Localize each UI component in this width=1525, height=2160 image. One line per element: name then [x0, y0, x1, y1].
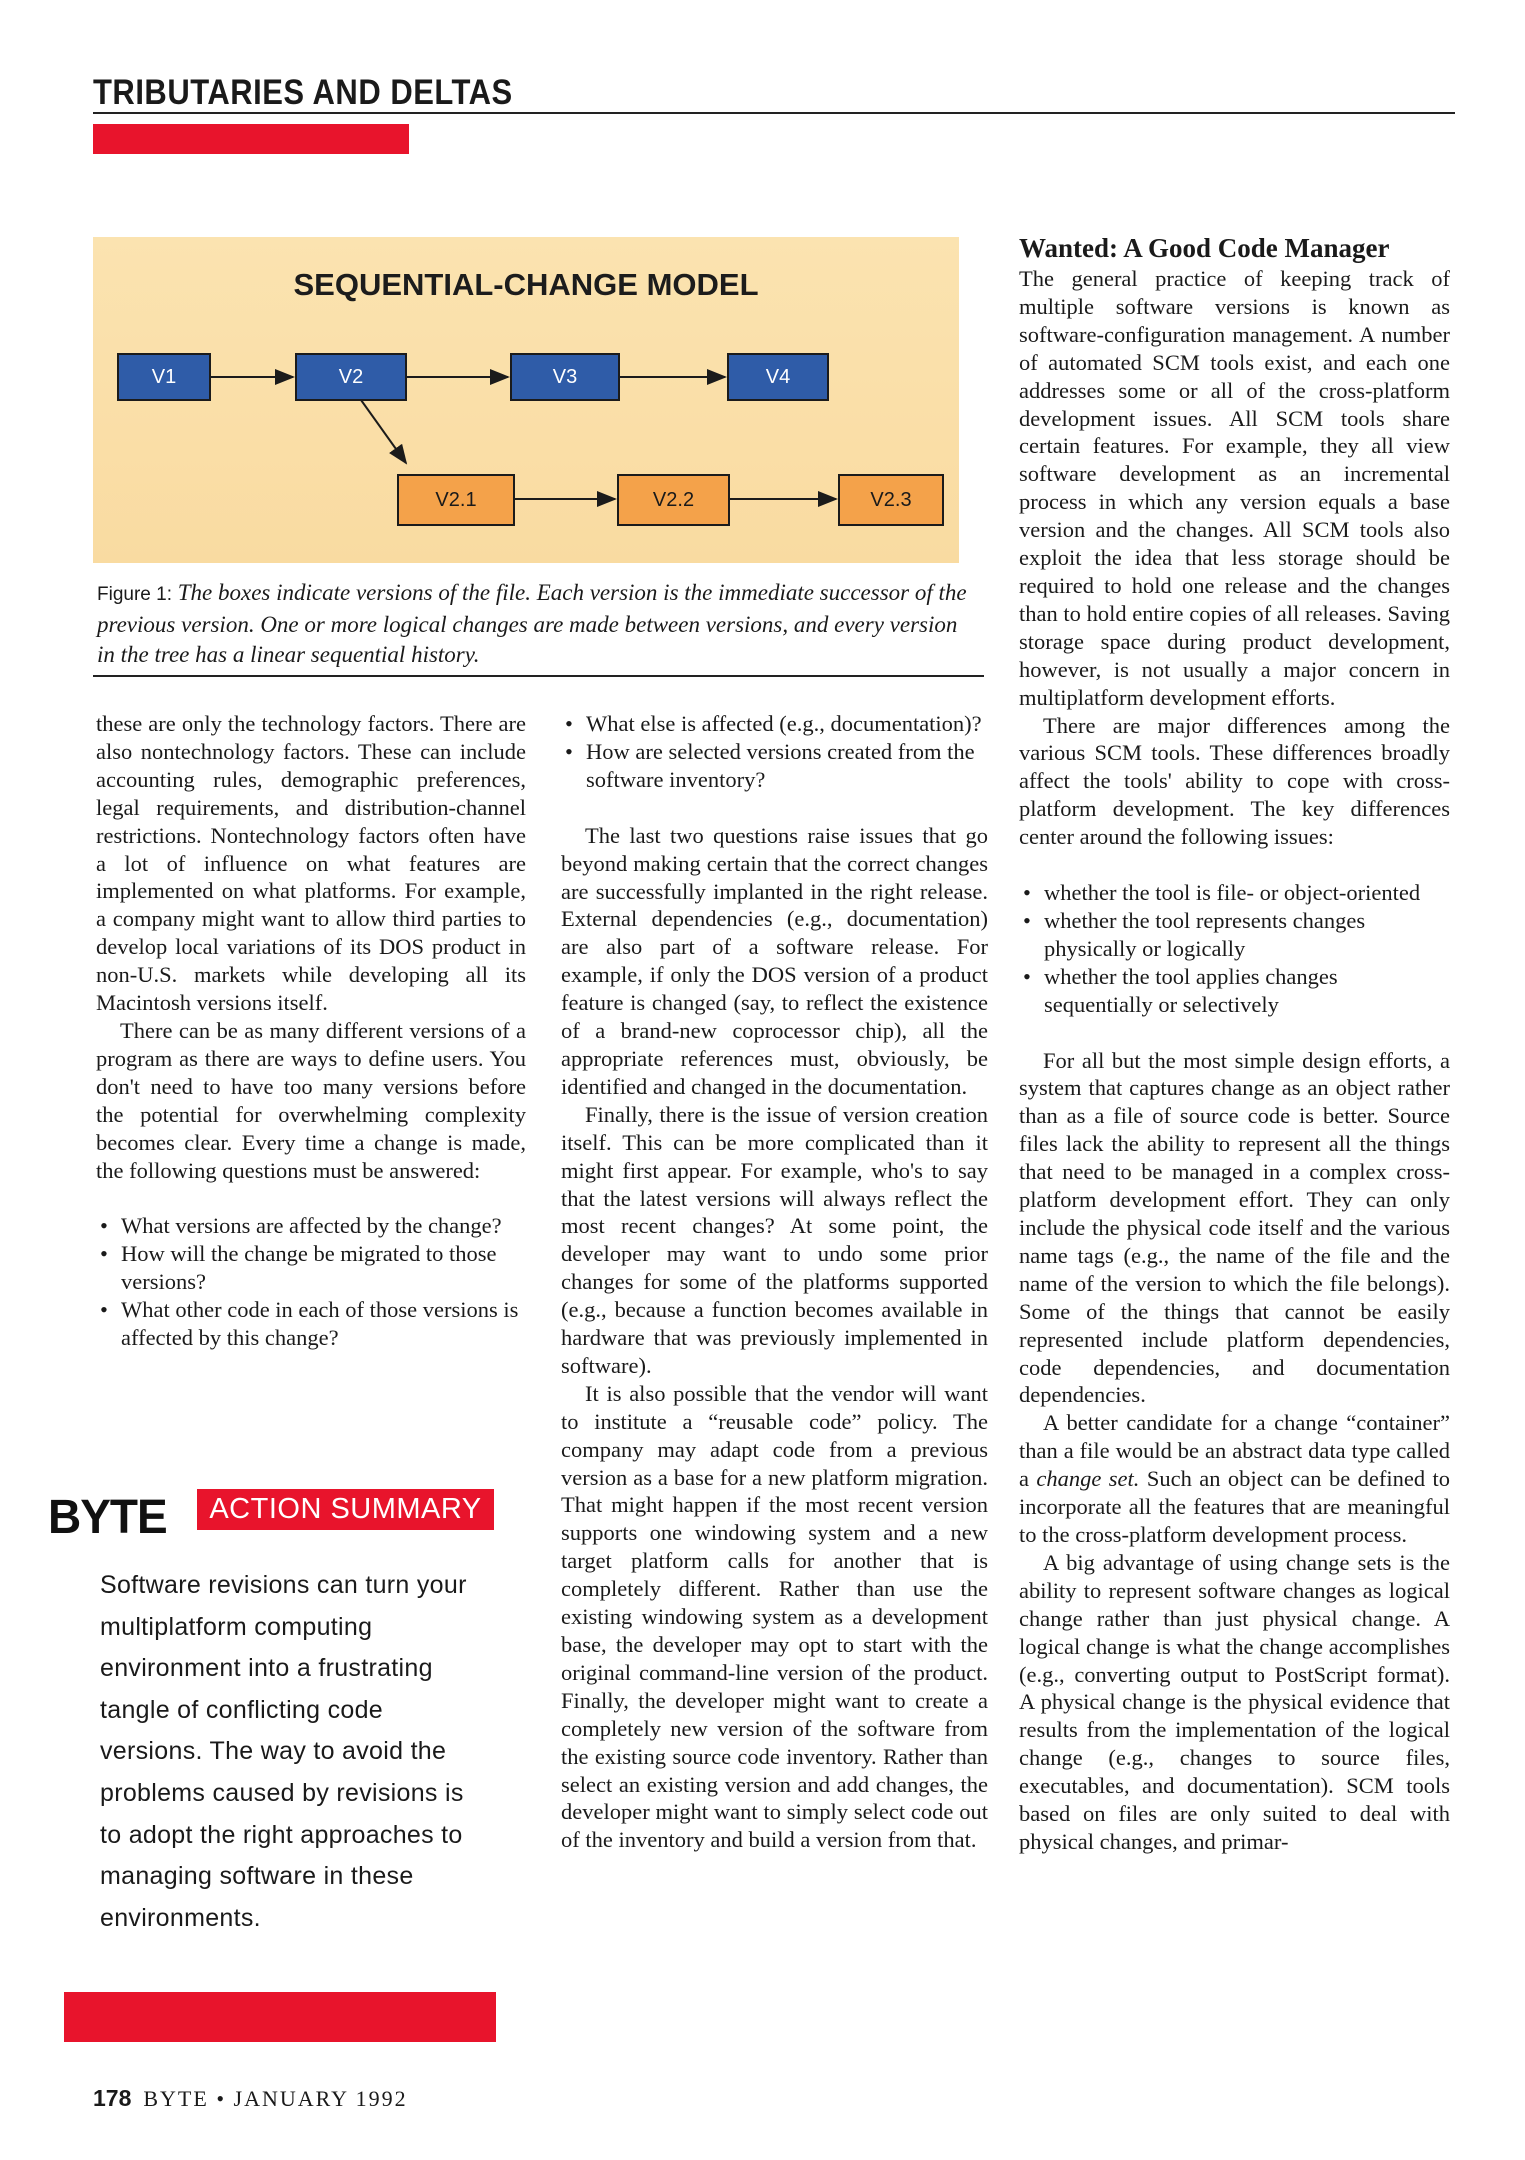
list-item: • How are selected versions created from the software inventory?: [561, 738, 988, 794]
list-item: • What versions are affected by the change?: [96, 1212, 526, 1240]
section-title: TRIBUTARIES AND DELTAS: [93, 72, 513, 113]
action-summary-label: ACTION SUMMARY: [197, 1489, 494, 1530]
version-box-v3: V3: [510, 353, 620, 401]
list-item: • whether the tool represents changes physically or logically: [1019, 907, 1450, 963]
figure-caption-label: Figure 1:: [97, 584, 172, 605]
list-item: • whether the tool is file- or object-oriented: [1019, 879, 1450, 907]
figure-title: SEQUENTIAL-CHANGE MODEL: [293, 267, 759, 302]
header-rule: [93, 112, 1455, 114]
version-box-v2-1: V2.1: [397, 474, 515, 526]
figure-caption-text: The boxes indicate versions of the file. Each version is the immediate successor of the previous version. One or more logical changes are made between versions, and every version in the tree has a linear sequential history.: [97, 580, 967, 667]
paragraph: Finally, there is the issue of version creation itself. This can be more complicated than it might first appear. For example, who's to say that the latest versions will always reflect the most recent changes? At some point, the developer may want to undo some prior changes for some of the platforms supported (e.g., because a function becomes available in hardware that was previously implemented in software).: [561, 1101, 988, 1378]
question-list: [96, 1212, 526, 1352]
issue-list: [1019, 879, 1450, 1019]
version-box-v1: V1: [117, 353, 211, 401]
paragraph: For all but the most simple design efforts, a system that captures change as an object rather than as a file of source code is better. Source files lack the ability to represent all the things that need to be managed in a complex cross-platform development effort. They can only include the physical code itself and the various name tags (e.g., the name of the file and the name of the version to which the file belongs). Some of the things that cannot be easily represented include platform dependencies, code dependencies, and documentation dependencies.: [1019, 1047, 1450, 1408]
column-3: [1019, 233, 1450, 1856]
section-heading: Wanted: A Good Code Manager: [1019, 233, 1390, 263]
summary-red-bar: [64, 1992, 496, 2042]
paragraph-text: A better candidate for a change “container” than a file would be an abstract data type called a: [1019, 1410, 1450, 1492]
page-number: 178: [93, 2085, 132, 2111]
column-2: [561, 710, 988, 1854]
paragraph-text: Such an object can be defined to incorporate all the features that are meaningful to the cross-platform development process.: [1019, 1466, 1450, 1547]
publication-line: BYTE • JANUARY 1992: [143, 2086, 408, 2111]
paragraph: There can be as many different versions of a program as there are ways to define users. You don't need to have too many versions before the potential for overwhelming complexity becomes clear. Every time a change is made, the following questions must be answered:: [96, 1017, 526, 1183]
question-list: [561, 710, 988, 794]
paragraph: The last two questions raise issues that go beyond making certain that the correct changes are successfully implanted in the right release. External dependencies (e.g., documentation) are also part of a software release. For example, if only the DOS version of a product feature is changed (say, to reflect the existence of a brand-new coprocessor chip), all the appropriate references must, obviously, be identified and changed in the documentation.: [561, 822, 988, 1099]
header-red-bar: [93, 124, 409, 154]
arrow-v2-v21: [361, 400, 406, 463]
column-1: [96, 710, 526, 1352]
version-box-v2-3: V2.3: [838, 474, 944, 526]
byte-logo: BYTE: [48, 1488, 167, 1544]
paragraph: There are major differences among the various SCM tools. These differences broadly affect the tools' ability to cope with cross-platform development. The key differences center around the following issues:: [1019, 712, 1450, 850]
list-item: • How will the change be migrated to those versions?: [96, 1240, 526, 1296]
figure-caption: [97, 578, 977, 670]
version-box-v4: V4: [727, 353, 829, 401]
emphasis-text: change set.: [1036, 1466, 1140, 1492]
version-box-v2: V2: [295, 353, 407, 401]
list-item: • What else is affected (e.g., documentation)?: [561, 710, 988, 738]
list-item: • What other code in each of those versions is affected by this change?: [96, 1296, 526, 1352]
paragraph: It is also possible that the vendor will want to institute a “reusable code” policy. The company may adapt code from a previous version as a base for a new platform migration. That might happen if the most recent version supports one windowing system and a new target platform calls for another that is completely different. Rather than use the existing windowing system as a development base, the developer may opt to start with the original command-line version of the product. Finally, the developer might want to create a completely new version of the software from the existing source code inventory. Rather than select an existing version and add changes, the developer might want to simply select code out of the inventory and build a version from that.: [561, 1380, 988, 1853]
paragraph: these are only the technology factors. There are also nontechnology factors. These can include accounting rules, demographic preferences, legal requirements, and distribution-channel restrictions. Nontechnology factors often have a lot of influence on what features are implemented on what platforms. For example, a company might want to allow third parties to develop local variations of its DOS product in non-U.S. markets while developing all its Macintosh versions itself.: [96, 711, 526, 1016]
caption-rule: [93, 675, 984, 677]
paragraph: The general practice of keeping track of multiple software versions is known as software-configuration management. A number of automated SCM tools exist, and each one addresses some or all of the cross-platform development issues. All SCM tools share certain features. For example, they all view software development as an incremental process in which any version equals a base version and the changes. All SCM tools also exploit the idea that less storage should be required to hold one release and the changes than to hold entire copies of all releases. Saving storage space during product development, however, is not usually a major concern in multiplatform development efforts.: [1019, 266, 1450, 710]
version-box-v2-2: V2.2: [617, 474, 730, 526]
list-item: • whether the tool applies changes sequentially or selectively: [1019, 963, 1450, 1019]
action-summary-text: Software revisions can turn your multiplatform computing environment into a frustrating tangle of conflicting code versions. The way to avoid the problems caused by revisions is to adopt the right approaches to managing software in these environments.: [100, 1571, 467, 1932]
figure-panel: [93, 237, 959, 563]
paragraph: [1019, 1409, 1450, 1549]
page-footer: [93, 2085, 408, 2112]
paragraph: A big advantage of using change sets is the ability to represent software changes as logical change rather than just physical change. A logical change is what the change accomplishes (e.g., converting output to PostScript format). A physical change is the physical evidence that results from the implementation of the logical change (e.g., changes to source files, executables, and documentation). SCM tools based on files are only suited to deal with physical changes, and primar-: [1019, 1549, 1450, 1854]
